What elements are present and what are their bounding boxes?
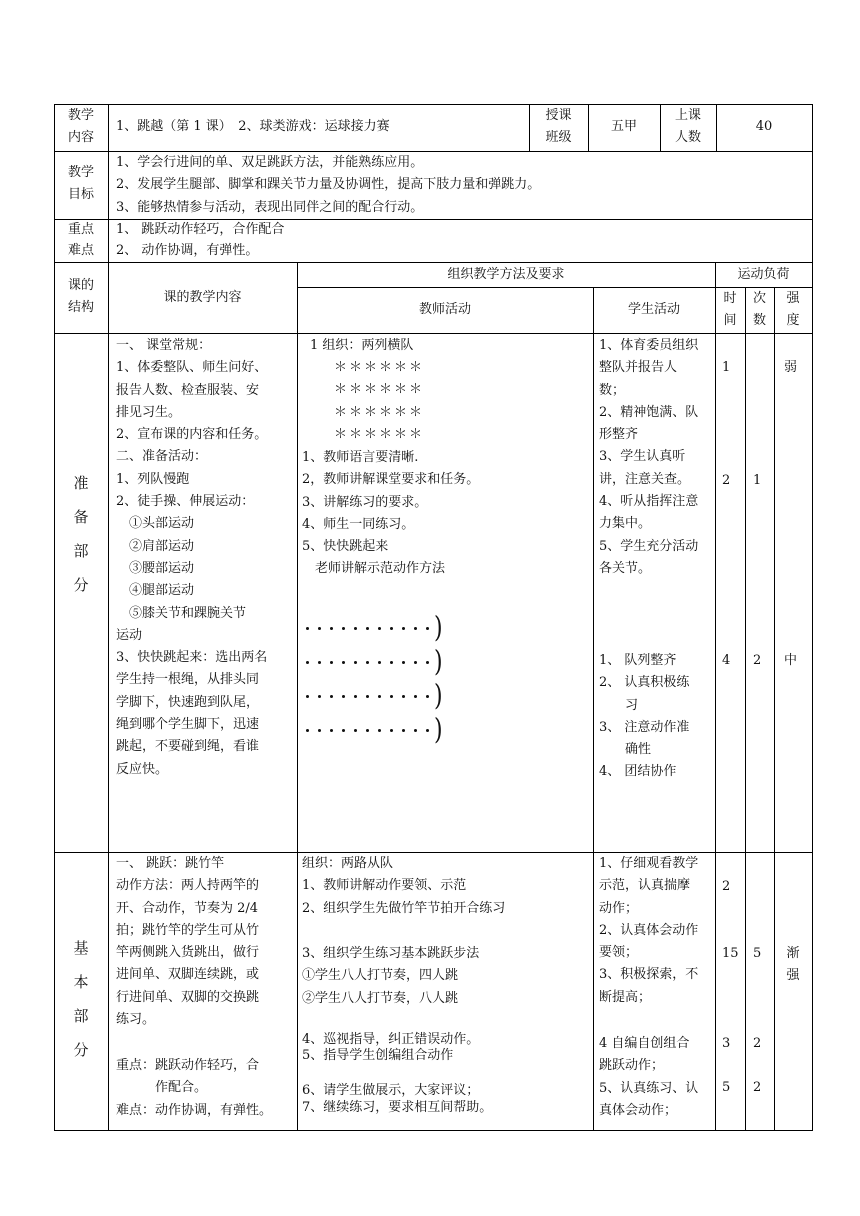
- basic-focus: 重点：跳跃动作轻巧，合 作配合。 难点：动作协调，有弹性。: [116, 1058, 273, 1118]
- class-value: 五甲: [610, 119, 637, 134]
- row-divider: [54, 333, 813, 334]
- key-points-label: 重点 难点: [67, 222, 94, 258]
- count-label: 上课 人数: [674, 108, 701, 146]
- content-label: 教学 内容: [67, 108, 94, 146]
- reps-header: 次 数: [752, 291, 766, 329]
- basic-student-activities-2: 4 自编自创组合 跳跃动作； 5、认真练习、认 真体会动作；: [599, 1036, 699, 1118]
- prep-reps-1: 1: [753, 473, 762, 488]
- goal-item: 1、学会行进间的单、双足跳跃方法，并能熟练应用。: [116, 155, 424, 170]
- intensity-header: 强 度: [786, 291, 800, 329]
- time-header: 时 间: [723, 291, 737, 329]
- column-divider: [593, 287, 594, 1131]
- basic-section-label: 基 本 部 分: [73, 939, 89, 1059]
- prep-time-1: 1: [722, 360, 731, 375]
- content-header: 课的教学内容: [163, 290, 242, 305]
- formation-row: ): [306, 685, 443, 708]
- goals-list: [116, 152, 540, 219]
- formation-row: ): [306, 719, 443, 742]
- prep-teacher-title: 1 组织：两列横队: [310, 338, 414, 353]
- prep-intensity-1: 弱: [784, 360, 798, 375]
- formation-stars: ＊＊＊＊＊＊ ＊＊＊＊＊＊ ＊＊＊＊＊＊ ＊＊＊＊＊＊: [334, 360, 425, 442]
- basic-teacher-activities-1: 组织：两路从队 1、教师讲解动作要领、示范 2、组织学生先做竹竿节拍开合练习: [302, 856, 506, 916]
- formation-row: ): [306, 617, 443, 640]
- prep-teacher-activities: 1、教师语言要清晰. 2，教师讲解课堂要求和任务。 3、讲解练习的要求。 4、师生一同练习。 5、快快跳起来 老师讲解示范动作方法: [302, 450, 480, 577]
- column-divider: [715, 262, 716, 1131]
- goals-label: 教学 目标: [67, 165, 94, 203]
- teacher-header: 教师活动: [418, 302, 471, 317]
- prep-section-label: 准 备 部 分: [73, 474, 89, 594]
- basic-time-4: 5: [722, 1080, 731, 1095]
- student-header: 学生活动: [627, 302, 680, 317]
- key-points-list: [116, 219, 284, 261]
- basic-time-2: 15: [722, 946, 739, 961]
- class-label: 授课 班级: [545, 108, 572, 146]
- basic-teacher-activities-4: 6、请学生做展示，大家评议； 7、继续练习，要求相互间帮助。: [302, 1083, 493, 1115]
- prep-time-2: 2: [722, 473, 731, 488]
- basic-reps-2: 2: [753, 1036, 762, 1051]
- table-border-bottom: [54, 1130, 813, 1131]
- basic-student-activities: 1、仔细观看教学 示范，认真揣摩 动作； 2、认真体会动作 要领； 3、积极探索，不 断提高；: [599, 856, 699, 1005]
- formation-row: ): [306, 651, 443, 674]
- key-point-item: 1、 跳跃动作轻巧，合作配合: [116, 222, 285, 237]
- load-header: 运动负荷: [737, 267, 790, 282]
- method-header: 组织教学方法及要求: [447, 267, 565, 282]
- basic-intensity: 渐 强: [786, 946, 800, 984]
- prep-time-3: 4: [722, 653, 731, 668]
- row-divider: [54, 262, 813, 263]
- column-divider: [745, 287, 746, 1131]
- count-value: 40: [755, 119, 773, 134]
- prep-content: 一、 课堂常规： 1、体委整队、师生问好、 报告人数、检查服装、安 排见习生。 2、宣布课的内容和任务。 二、准备活动： 1、列队慢跑 2、徒手操、伸展运动： ①头部运动 ②肩部运动 ③腰部运动 ④腿部运动 ⑤膝关节和踝腕关节 运动 3、快快跳起来：选出两名 学生持一根绳，从排头同 学脚下，快速跑到队尾， 绳到哪个学生脚下，迅速 跳起，不要碰到绳，看谁 反应快。: [116, 338, 268, 777]
- jump-rope-formation-diagram: [306, 611, 443, 747]
- basic-content: 一、 跳跃：跳竹竿 动作方法：两人持两竿的 开、合动作，节奏为 2/4 拍；跳竹竿的学生可从竹 竿两侧跳入货跳出，做行 进间单、双脚连续跳，或 行进间单、双脚的交换跳 练习。: [116, 856, 260, 1028]
- goal-item: 2、发展学生腿部、脚掌和踝关节力量及协调性，提高下肢力量和弹跳力。: [116, 177, 541, 193]
- basic-reps-3: 2: [753, 1080, 762, 1095]
- basic-teacher-activities-2: 3、组织学生练习基本跳跃步法 ①学生八人打节奏，四人跳 ②学生八人打节奏，八人跳: [302, 946, 480, 1006]
- table-border-right: [812, 104, 813, 1131]
- column-divider: [108, 104, 109, 1131]
- basic-teacher-activities-3: 4、巡视指导，纠正错误动作。 5、指导学生创编组合动作: [302, 1032, 480, 1063]
- basic-reps-1: 5: [753, 946, 762, 961]
- key-point-item: 2、 动作协调，有弹性。: [116, 243, 259, 258]
- goal-item: 3、能够热情参与活动，表现出同伴之间的配合行动。: [116, 199, 424, 215]
- prep-intensity-2: 中: [784, 653, 798, 668]
- prep-student-activities: 1、体育委员组织 整队并报告人 数； 2、精神饱满、队 形整齐 3、学生认真听 讲，注意关查。 4、听从指挥注意 力集中。 5、学生充分活动 各关节。: [599, 338, 699, 576]
- basic-time-1: 2: [722, 879, 731, 894]
- prep-student-activities-2: 1、 队列整齐 2、 认真积极练 习 3、 注意动作准 确性 4、 团结协作: [599, 653, 690, 780]
- column-divider: [297, 262, 298, 1131]
- structure-header: 课的 结构: [67, 278, 94, 316]
- basic-time-3: 3: [722, 1036, 731, 1051]
- column-divider: [774, 287, 775, 1131]
- prep-reps-2: 2: [753, 653, 762, 668]
- content-value: 1、跳越（第 1 课） 2、球类游戏：运球接力赛: [116, 119, 390, 134]
